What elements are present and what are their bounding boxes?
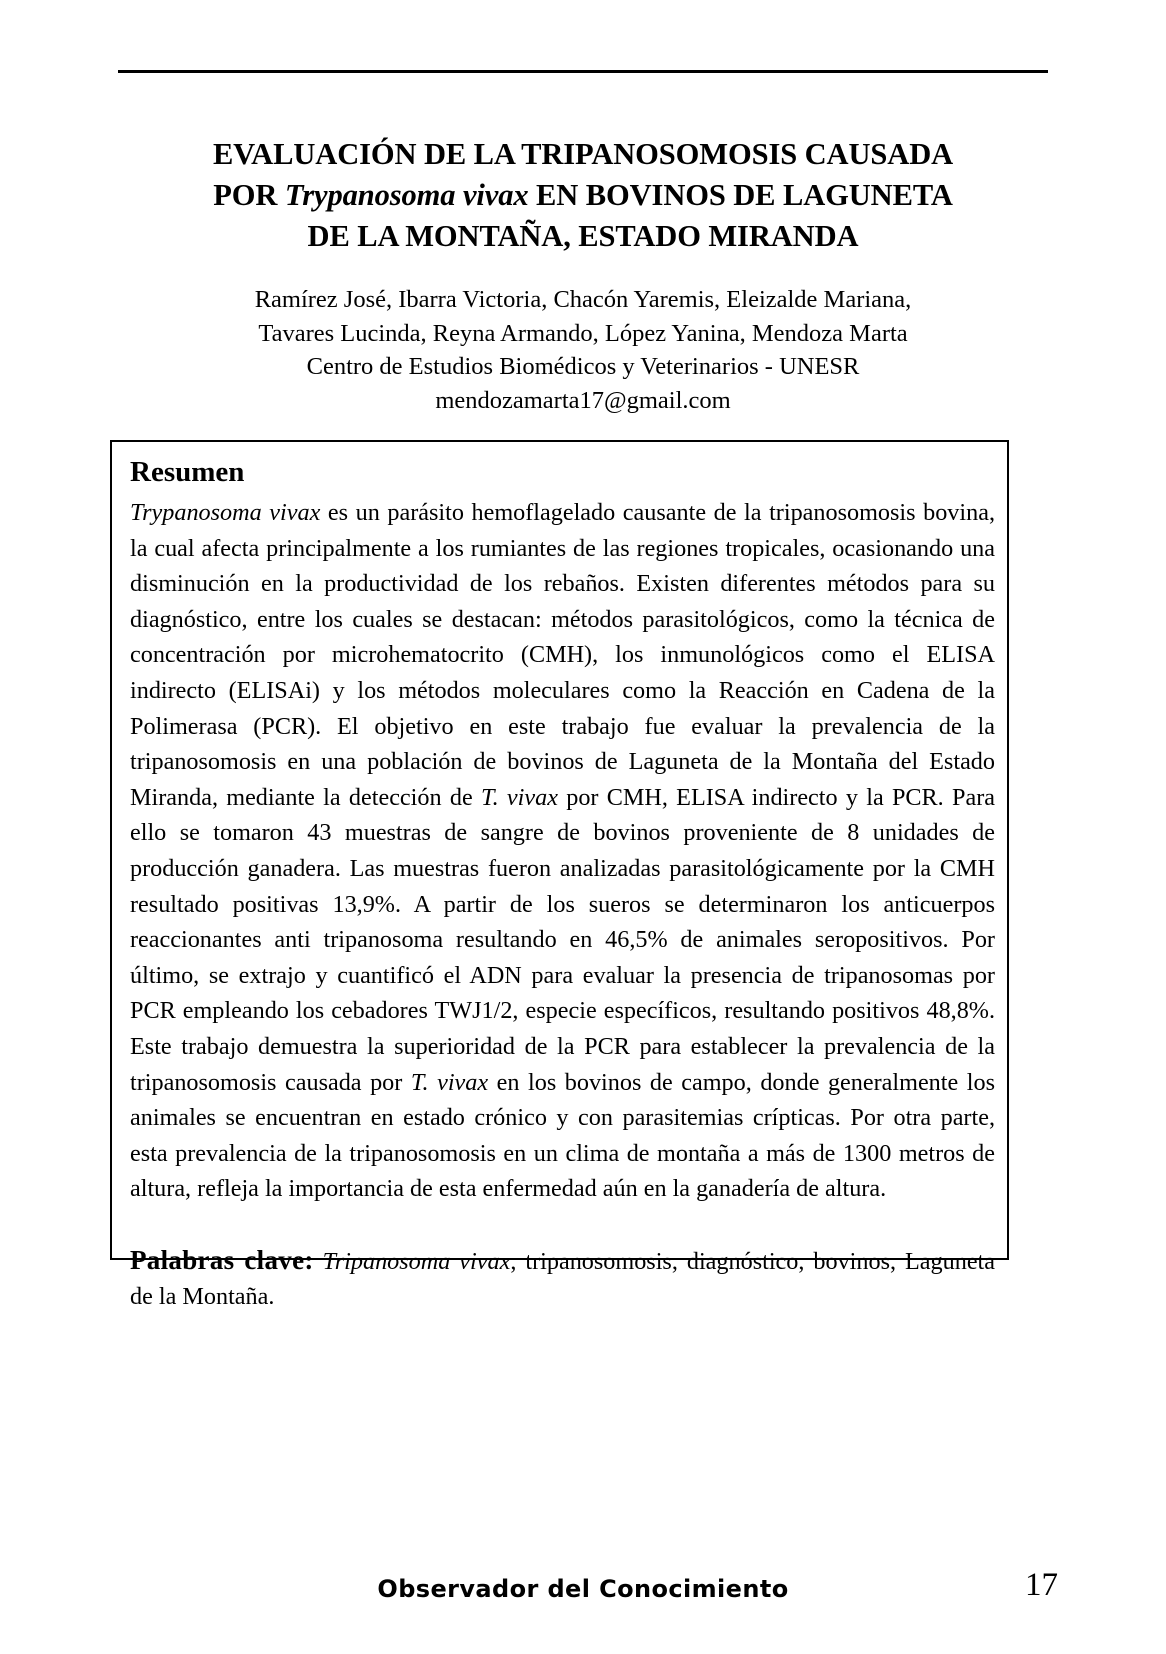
author-line-2: Tavares Lucinda, Reyna Armando, López Yanina, Mendoza Marta — [258, 319, 908, 347]
page-footer — [0, 1567, 1166, 1625]
keywords-list: , tripanosomosis, diagnóstico, bovinos, Laguneta de la Montaña. — [130, 1247, 996, 1311]
title-line-2-prefix: POR — [213, 178, 285, 212]
keywords-paragraph — [130, 1243, 995, 1315]
footer-journal-title: Observador del Conocimiento — [377, 1575, 789, 1603]
title-species-name: Trypanosoma vivax — [284, 178, 529, 212]
abstract-content — [130, 452, 995, 1315]
title-line-3: DE LA MONTAÑA, ESTADO MIRANDA — [307, 219, 859, 253]
abstract-text-part-2: por CMH, ELISA indirecto y la PCR. Para ello se tomaron 43 muestras de sangre de bovinos proveniente de 8 unidades de producción ganadera. Las muestras fueron analizadas parasitológicamente por la CMH resultado positivas 13,9%. A partir de los sueros se determinaron los anticuerpos reaccionantes anti tripanosoma resultando en 46,5% de animales seropositivos. Por último, se extrajo y cuantificó el ADN para evaluar la presencia de tripanosomas por PCR empleando los cebadores TWJ1/2, especie específicos, resultando positivos 48,8%. Este trabajo demuestra la superioridad de la PCR para establecer la prevalencia de la tripanosomosis causada por — [130, 783, 995, 1096]
abstract-heading: Resumen — [130, 456, 245, 488]
abstract-species-abbrev-1: T. vivax — [480, 783, 558, 811]
title-line-1: EVALUACIÓN DE LA TRIPANOSOMOSIS CAUSADA — [212, 137, 954, 171]
page-number: 17 — [1025, 1567, 1058, 1603]
abstract-paragraph — [130, 495, 995, 1207]
author-affiliation: Centro de Estudios Biomédicos y Veterinarios - UNESR — [306, 353, 860, 380]
keywords-spacer — [314, 1248, 323, 1275]
title-line-2-suffix: EN BOVINOS DE LAGUNETA — [528, 178, 953, 212]
abstract-box — [110, 440, 1009, 1311]
title-line-2 — [110, 175, 1056, 216]
abstract-species-abbrev-2: T. vivax — [410, 1068, 489, 1096]
abstract-text-part-1: es un parásito hemoflagelado causante de la tripanosomosis bovina, la cual afecta principalmente a los rumiantes de las regiones tropicales, ocasionando una disminución en la productividad de los rebaños. Existen diferentes métodos para su diagnóstico, entre los cuales se destacan: métodos parasitológicos, como la técnica de concentración por microhematocrito (CMH), los inmunológicos como el ELISA indirecto (ELISAi) y los métodos moleculares como la Reacción en Cadena de la Polimerasa (PCR). El objetivo en este trabajo fue evaluar la prevalencia de la tripanosomosis en una población de bovinos de Laguneta de la Montaña del Estado Miranda, mediante la detección de — [130, 499, 995, 811]
keywords-label: Palabras clave: — [130, 1244, 314, 1275]
author-block — [110, 283, 1056, 417]
abstract-text-part-3: en los bovinos de campo, donde generalmente los animales se encuentran en estado crónico y con parasitemias crípticas. Por otra parte, esta prevalencia de la tripanosomosis en un clima de montaña a más de 1300 metros de altura, refleja la importancia de esta enfermedad aún en la ganadería de altura. — [130, 1068, 995, 1203]
author-line-1: Ramírez José, Ibarra Victoria, Chacón Yaremis, Eleizalde Mariana, — [254, 286, 912, 313]
keywords-species-name: Tripanosoma vivax — [322, 1247, 511, 1275]
abstract-species-name: Trypanosoma vivax — [130, 499, 321, 526]
author-email: mendozamarta17@gmail.com — [435, 386, 731, 414]
article-title — [110, 134, 1056, 257]
header-rule — [118, 70, 1048, 73]
